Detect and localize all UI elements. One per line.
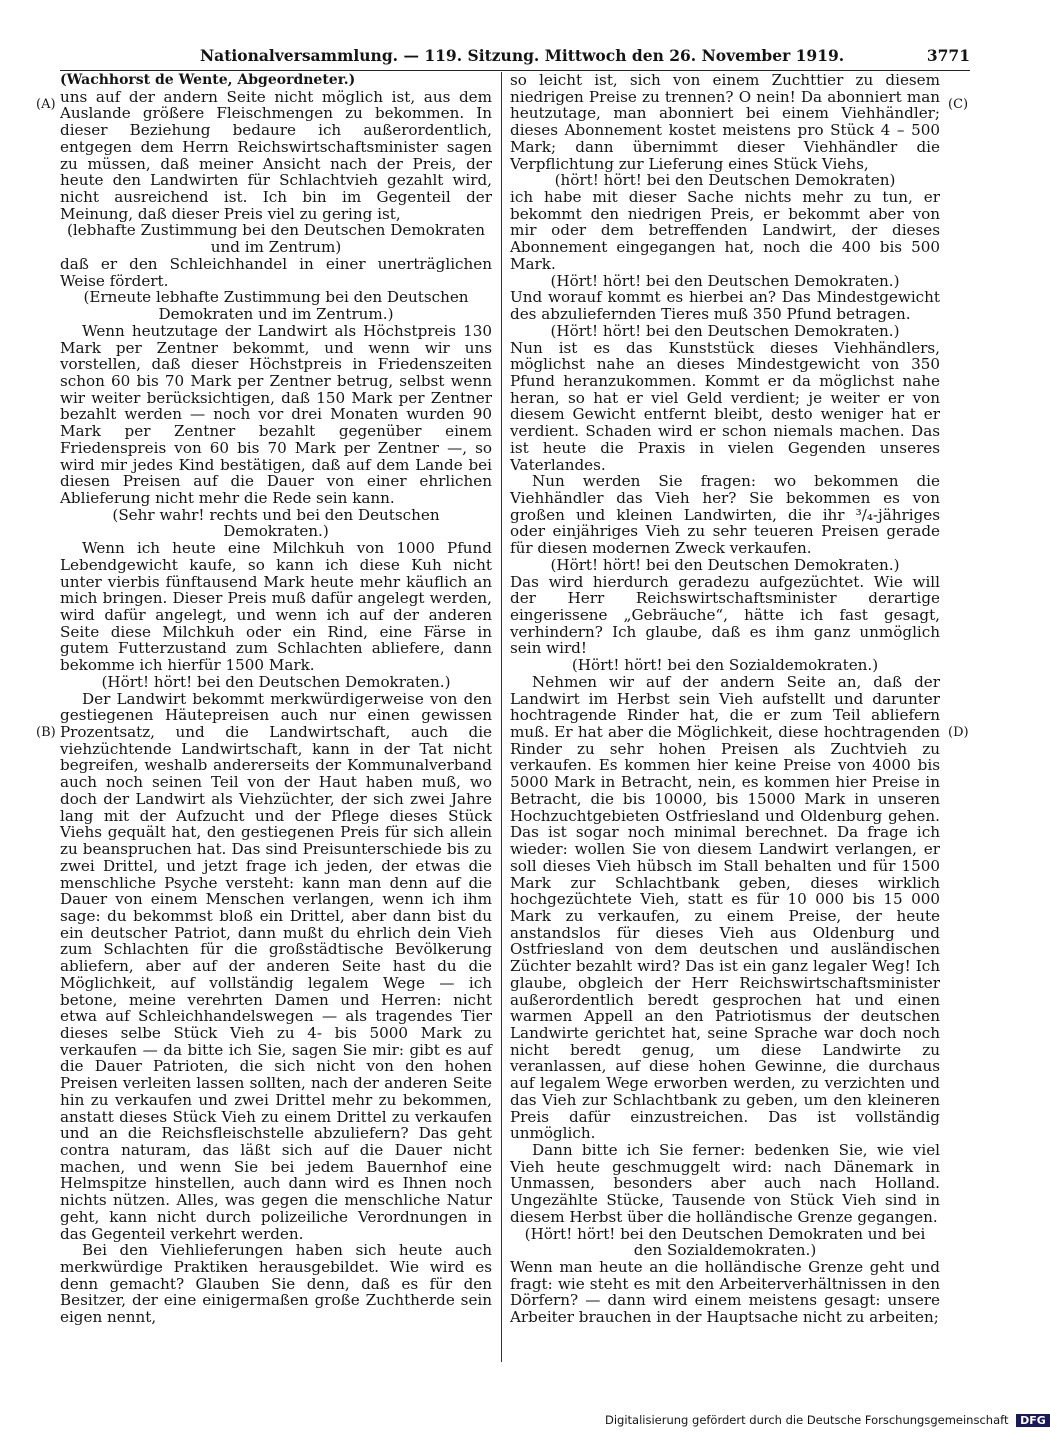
- paragraph: Wenn ich heute eine Milchkuh von 1000 Pfund Lebendgewicht kaufe, so kann ich diese Kuh nicht unter vierbis fünftausend Mark heute mehr käuflich an mich bringen. Dieser Preis muß dafür angelegt werden, wird dafür angelegt, und wenn ich auf der anderen Seite diese Milchkuh oder ein Rind, eine Färse in gutem Futterzustand zum Schlachten abliefere, dann bekomme ich hierfür 1500 Mark.: [60, 539, 492, 675]
- paragraph: Bei den Viehlieferungen haben sich heute auch merkwürdige Praktiken herausgebildet. Wie wird es denn gemacht? Glauben Sie denn, daß es für den Besitzer, der eine einigermaßen große Zuchtherde sein eigen nennt,: [60, 1241, 492, 1327]
- interjection: (Hört! hört! bei den Deutschen Demokraten.): [550, 321, 900, 340]
- page-number: 3771: [926, 46, 970, 65]
- interjection: (lebhafte Zustimmung bei den Deutschen Demokraten und im Zentrum): [66, 221, 486, 257]
- paragraph: uns auf der andern Seite nicht möglich ist, aus dem Auslande größere Fleischmengen zu bekommen. In dieser Beziehung bedaure ich außerordentlich, entgegen dem Herrn Reichswirtschaftsminister sagen zu müssen, daß meiner Ansicht nach der Preis, der heute den Landwirten für Schlachtvieh gezahlt wird, nicht ausreichend ist. Ich bin im Gegenteil der Meinung, daß dieser Preis viel zu gering ist,: [60, 87, 492, 223]
- column-divider: [501, 72, 502, 1362]
- margin-marker-c: (C): [948, 97, 969, 112]
- paragraph: Nun werden Sie fragen: wo bekommen die Viehhändler das Vieh her? Sie bekommen es von großen und kleinen Landwirten, die ihr ³/₄-jähriges oder einjähriges Vieh zu sehr teueren Preisen gerade für diesen modernen Zweck verkaufen.: [510, 472, 940, 558]
- margin-marker-d: (D): [948, 725, 969, 740]
- paragraph: Wenn man heute an die holländische Grenze geht und fragt: wie steht es mit den Arbeiterverhältnissen in den Dörfern? — dann wird einem meistens gesagt: unsere Arbeiter brauchen in der Hauptsache nicht zu arbeiten;: [510, 1258, 940, 1327]
- paragraph: Der Landwirt bekommt merkwürdigerweise von den gestiegenen Häutepreisen auch nur einen gewissen Prozentsatz, und die Landwirtschaft, auch die viehzüchtende Landwirtschaft, kann in der Tat nicht begreifen, weshalb andererseits der Kommunalverband auch noch seinen Teil von der Haut haben muß, wo doch der Landwirt als Viehzüchter, der sich zwei Jahre lang mit der Aufzucht und der Pflege dieses Stück Viehs gequält hat, den gestiegenen Preis für sich allein zu beanspruchen hat. Das sind Preisunterschiede bis zu zwei Drittel, und jetzt frage ich jeden, der etwas die menschliche Psyche versteht: kann man denn auf die Dauer von einem Menschen verlangen, wenn ich ihm sage: du bekommst bloß ein Drittel, aber dann bist du ein deutscher Patriot, dann mußt du ehrlich dein Vieh zum Schlachten für die großstädtische Bevölkerung abliefern, aber auf der anderen Seite hast du die Möglichkeit, auf vollständig legalem Wege — ich betone, meine verehrten Damen und Herren: nicht etwa auf Schleichhandelswegen — als tragendes Tier dieses selbe Stück Vieh zu 4- bis 5000 Mark zu verkaufen — da bitte ich Sie, sagen Sie mir: gibt es auf die Dauer Patrioten, die sich nicht von den hohen Preisen verleiten lassen sollten, nach der anderen Seite hin zu verkaufen und zwei Drittel mehr zu bekommen, anstatt dieses Stück Vieh zu einem Drittel zu verkaufen und an die Reichsfleischstelle abzuliefern? Das geht contra naturam, das läßt sich auf die Dauer nicht machen, und wenn Sie bei jedem Bauernhof eine Helmspitze hinstellen, auch dann wird es Ihnen noch nichts nützen. Alles, was gegen die menschliche Natur geht, kann nicht durch polizeiliche Verordnungen in das Gegenteil verkehrt werden.: [60, 689, 492, 1243]
- margin-marker-b: (B): [36, 725, 56, 740]
- paragraph: Wenn heutzutage der Landwirt als Höchstpreis 130 Mark per Zentner bekommt, und wenn wir uns vorstellen, daß dieser Höchstpreis in Friedenszeiten schon 60 bis 70 Mark per Zentner betrug, selbst wenn wir weiter berücksichtigen, daß 150 Mark per Zentner bezahlt werden — noch vor drei Monaten wurden 90 Mark per Zentner bezahlt gegenüber einem Friedenspreis von 60 bis 70 Mark per Zentner —, so wird mir jedes Kind bestätigen, daß auf dem Lande bei diesen Preisen auf die Dauer von einer ehrlichen Ablieferung nicht mehr die Rede sein kann.: [60, 321, 492, 507]
- interjection: (Sehr wahr! rechts und bei den Deutschen Demokraten.): [112, 505, 440, 541]
- paragraph: Nun ist es das Kunststück dieses Viehhändlers, möglichst nahe an dieses Mindestgewicht von 350 Pfund heranzukommen. Kommt er da möglichst nahe heran, so hat er viel Geld verdient; je weiter er von diesem Gewicht entfernt bleibt, desto weniger hat er verdient. Schaden wird er schon niemals machen. Das ist heute die Praxis in vielen Gegenden unseres Vaterlandes.: [510, 338, 940, 474]
- paragraph: Das wird hierdurch geradezu aufgezüchtet. Wie will der Herr Reichswirtschaftsminister derartige eingerissene „Gebräuche“, hätte ich fast gesagt, verhindern? Ich glaube, daß es ihm ganz unmöglich sein wird!: [510, 572, 940, 658]
- footer-text: Digitalisierung gefördert durch die Deutsche Forschungsgemeinschaft: [605, 1413, 1009, 1427]
- left-column: [60, 72, 492, 1326]
- interjection: (Hört! hört! bei den Deutschen Demokraten.): [550, 271, 900, 290]
- margin-marker-a: (A): [36, 97, 56, 112]
- digitization-footer: [605, 1413, 1046, 1427]
- paragraph: Und worauf kommt es hierbei an? Das Mindestgewicht des abzuliefernden Tieres muß 350 Pfund betragen.: [510, 288, 940, 324]
- page-header: [60, 46, 970, 68]
- interjection: (hört! hört! bei den Deutschen Demokraten): [554, 171, 896, 190]
- interjection: (Erneute lebhafte Zustimmung bei den Deutschen Demokraten und im Zentrum.): [83, 288, 469, 324]
- interjection: (Hört! hört! bei den Deutschen Demokraten.): [101, 672, 451, 691]
- speaker-line: (Wachhorst de Wente, Abgeordneter.): [60, 72, 356, 88]
- interjection: (Hört! hört! bei den Sozialdemokraten.): [571, 656, 879, 675]
- paragraph: Nehmen wir auf der andern Seite an, daß der Landwirt im Herbst sein Vieh aufstellt und darunter hochtragende Rinder hat, die er zum Teil abliefern muß. Er hat aber die Möglichkeit, diese hochtragenden Rinder zu sehr hohen Preisen als Zuchtvieh zu verkaufen. Es kommen hier keine Preise von 4000 bis 5000 Mark in Betracht, nein, es kommen hier Preise in Betracht, die bis 10000, bis 15000 Mark in unseren Hochzuchtgebieten Ostfriesland und Oldenburg gehen. Das ist sogar noch minimal berechnet. Da frage ich wieder: wollen Sie von diesem Landwirt verlangen, er soll dieses Vieh hübsch im Stall behalten und für 1500 Mark zur Schlachtbank geben, dieses wirklich hochgezüchtete Vieh, statt es für 10 000 bis 15 000 Mark zu verkaufen, zu einem Preise, der heute anstandslos für dieses Vieh aus Oldenburg und Ostfriesland von dem deutschen und ausländischen Züchter bezahlt wird? Das ist ein ganz legaler Weg! Ich glaube, obgleich der Herr Reichswirtschaftsminister außerordentlich beredt gesprochen hat und einen warmen Appell an den Patriotismus der deutschen Landwirte gerichtet hat, seine Sprache war doch noch nicht beredt genug, um diese Landwirte zu veranlassen, auf diese hohen Gewinne, die durchaus auf legalem Wege erworben werden, zu verzichten und das Vieh zur Schlachtbank zu geben, um den kleineren Preis dafür einzustreichen. Das ist vollständig unmöglich.: [510, 672, 940, 1143]
- interjection: (Hört! hört! bei den Deutschen Demokraten.): [550, 555, 900, 574]
- paragraph: so leicht ist, sich von einem Zuchttier zu diesem niedrigen Preise zu trennen? O nein! Da abonniert man heutzutage, man abonniert bei einem Viehhändler; dieses Abonnement kostet meistens pro Stück 4 – 500 Mark; dann übernimmt dieser Viehhändler die Verpflichtung zur Lieferung eines Stück Viehs,: [510, 71, 940, 173]
- paragraph: daß er den Schleichhandel in einer unerträglichen Weise fördert.: [60, 254, 492, 290]
- right-column: [510, 72, 940, 1326]
- dfg-logo: DFG: [1016, 1414, 1050, 1427]
- paragraph: Dann bitte ich Sie ferner: bedenken Sie, wie viel Vieh heute geschmuggelt wird: nach Dänemark in Unmassen, besonders aber auch nach Holland. Ungezählte Stücke, Tausende von Stück Vieh sind in diesem Herbst über die holländische Grenze gegangen.: [510, 1141, 940, 1226]
- paragraph: ich habe mit dieser Sache nichts mehr zu tun, er bekommt den niedrigen Preis, er bekommt aber von mir oder dem betreffenden Landwirt, der dieses Abonnement eingegangen hat, noch die 400 bis 500 Mark.: [510, 188, 940, 273]
- interjection: (Hört! hört! bei den Deutschen Demokraten und bei den Sozialdemokraten.): [524, 1224, 926, 1260]
- header-title: Nationalversammlung. — 119. Sitzung. Mittwoch den 26. November 1919.: [200, 46, 845, 65]
